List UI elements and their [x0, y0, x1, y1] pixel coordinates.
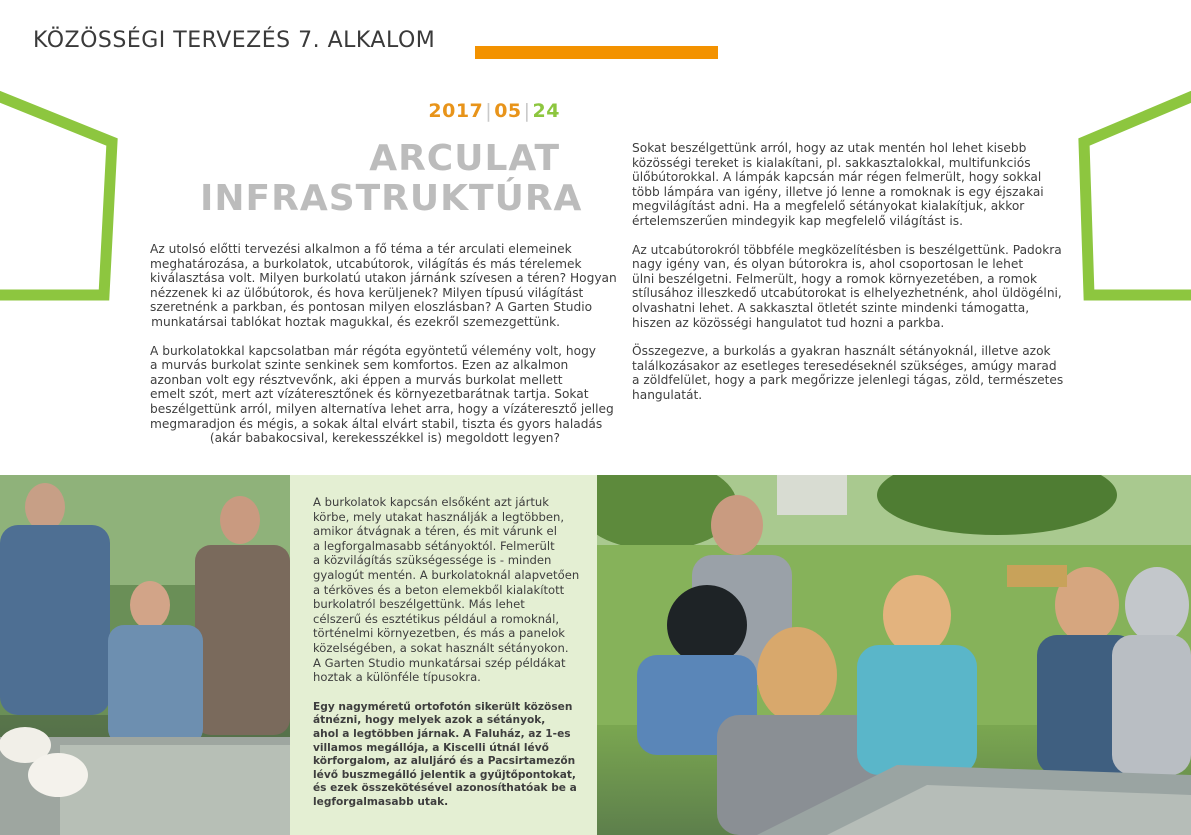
text-line: kiválasztása volt. Milyen burkolatú utakon járnánk szívesen a téren? Hogyan — [150, 271, 617, 286]
text-line: A burkolatokkal kapcsolatban már régóta egyöntetű vélemény volt, hogy — [150, 343, 597, 358]
left-body-column — [150, 242, 617, 446]
text-line: közösségi tereket is kialakítani, pl. sakkasztalokkal, multifunkciós — [632, 155, 1031, 170]
workshop-photo-left — [0, 475, 290, 835]
text-line: legforgalmasabb utak. — [313, 795, 449, 808]
text-line: megmaradjon és mégis, a sokak által elvárt stabil, tiszta és gyors haladás — [150, 416, 603, 431]
text-line: ülőbútorokkal. A lámpák kapcsán már régen felmerült, hogy sokkal — [632, 170, 1042, 185]
left-paragraph-1 — [150, 242, 617, 330]
text-line: a legforgalmasabb sétányoktól. Felmerült — [313, 538, 555, 553]
text-line: nézzenek ki az ülőbútorok, és hova kerüljenek? Milyen típusú világítást — [150, 285, 584, 300]
text-line: munkatársai tablókat hoztak magukkal, és ezekről szemezgettünk. — [151, 314, 560, 329]
text-line: villamos megállója, a Kiscelli útnál lévő — [313, 741, 549, 754]
text-line: szeretnénk a parkban, és pontosan milyen eloszlásban? A Garten Studio — [150, 300, 593, 315]
text-line: azonban volt egy résztvevőnk, aki éppen a murvás burkolat mellett — [150, 372, 563, 387]
text-line: gyalogút mentén. A burkolatoknál alapvetően — [313, 567, 580, 582]
text-line: találkozásakor az esetleges teresedéseknél szükséges, amúgy marad — [632, 358, 1057, 373]
text-line: ahol a legtöbben járnak. A Faluház, az 1-es — [313, 727, 571, 740]
text-line: hoztak a különféle típusokra. — [313, 670, 481, 685]
text-line: értelemszerűen mindegyik kap megfelelő világítást is. — [632, 213, 963, 228]
article-heading — [200, 138, 583, 219]
date-separator: | — [523, 100, 531, 122]
text-line: hangulatát. — [632, 387, 703, 402]
right-paragraph-2 — [632, 242, 1062, 331]
text-line: amikor átvágnak a téren, és mit várunk el — [313, 524, 557, 539]
text-line: lévő buszmegálló jelentik a gyűjtőpontokat, — [313, 768, 576, 781]
text-line: nagy igény van, és olyan bútorokra is, ahol csoportosan le lehet — [632, 257, 1024, 272]
photo-right-illustration — [597, 475, 1191, 835]
orange-accent-bar — [475, 46, 718, 59]
green-pentagon-left-decoration — [0, 90, 125, 305]
right-paragraph-3 — [632, 344, 1064, 402]
text-line: Sokat beszélgettünk arról, hogy az utak mentén hol lehet kisebb — [632, 141, 1027, 155]
text-line: meghatározása, a burkolatok, utcabútorok, világítás és más térelemek — [150, 256, 582, 271]
right-body-column — [632, 141, 1064, 403]
text-line: A Garten Studio munkatársai szép példákat — [313, 655, 566, 670]
date-year: 2017 — [428, 100, 484, 122]
text-line: Az utolsó előtti tervezési alkalmon a fő téma a tér arculati elemeinek — [150, 242, 572, 256]
right-paragraph-1 — [632, 141, 1044, 229]
panel-text — [313, 495, 585, 809]
text-line: megvilágítást adni. Ha a megfelelő sétányokat kialakítjuk, akkor — [632, 199, 1025, 214]
date-separator: | — [485, 100, 493, 122]
text-line: a murvás burkolat szinte senkinek sem komfortos. Ezen az alkalmon — [150, 358, 569, 373]
heading-line-2: INFRASTRUKTÚRA — [200, 178, 583, 219]
text-line: a zöldfelület, hogy a park megőrizze jelenlegi tágas, zöld, természetes — [632, 373, 1064, 388]
left-paragraph-2 — [150, 343, 614, 446]
text-line: célszerű és esztétikus például a romoknál, — [313, 611, 560, 626]
text-line: emelt szót, mert azt vízáteresztőnek és környezetbarátnak tartja. Sokat — [150, 387, 589, 402]
text-line: stílusához illeszkedő utcabútorokat is elhelyezhetnénk, ahol üldögélni, — [632, 286, 1062, 301]
text-line: olvashatni lehet. A sakkasztal ötletét szinte mindenki támogatta, — [632, 300, 1030, 315]
article-date — [300, 100, 560, 122]
text-line: körbe, mely utakat használják a legtöbben, — [313, 509, 565, 524]
text-line: közelségében, a sokat használt sétányokon. — [313, 640, 569, 655]
panel-paragraph-2-bold — [313, 701, 585, 810]
text-line: beszélgettünk arról, milyen alternatíva lehet arra, hogy a vízáteresztő jelleg — [150, 401, 614, 416]
text-line: Egy nagyméretű ortofotón sikerült közösen — [313, 700, 573, 713]
photo-left-illustration — [0, 475, 290, 835]
date-month: 05 — [494, 100, 522, 122]
text-line: Összegezve, a burkolás a gyakran használt sétányoknál, illetve azok — [632, 344, 1051, 359]
text-line: burkolatról beszélgettünk. Más lehet — [313, 597, 525, 612]
text-line: a térköves és a beton elemekből kialakított — [313, 582, 565, 597]
text-line: hiszen az közösségi hangulatot tud hozni a parkba. — [632, 315, 945, 330]
text-line: (akár babakocsival, kerekesszékkel is) megoldott legyen? — [209, 431, 560, 446]
text-line: A burkolatok kapcsán elsőként azt jártuk — [313, 495, 549, 509]
date-day: 24 — [532, 100, 560, 122]
text-line: történelmi környezetben, és más a panelok — [313, 626, 566, 641]
text-line: ülni beszélgetni. Felmerült, hogy a romok környezetében, a romok — [632, 271, 1038, 286]
green-pentagon-right-decoration — [1072, 90, 1191, 305]
text-line: több lámpára van igény, illetve jó lenne a romoknak is egy éjszakai — [632, 184, 1044, 199]
text-line: átnézni, hogy melyek azok a sétányok, — [313, 714, 546, 727]
text-line: körforgalom, az aluljáró és a Pacsirtamezőn — [313, 755, 576, 768]
heading-line-1: ARCULAT — [369, 138, 560, 179]
workshop-photo-right — [597, 475, 1191, 835]
text-line: és ezek összekötésével azonosíthatóak be a — [313, 782, 577, 795]
text-line: a közvilágítás szükségessége is - minden — [313, 553, 552, 568]
text-line: Az utcabútorokról többféle megközelítésben is beszélgettünk. Padokra — [632, 242, 1062, 257]
panel-paragraph-1 — [313, 495, 585, 685]
page-header-title: KÖZÖSSÉGI TERVEZÉS 7. ALKALOM — [33, 28, 436, 53]
